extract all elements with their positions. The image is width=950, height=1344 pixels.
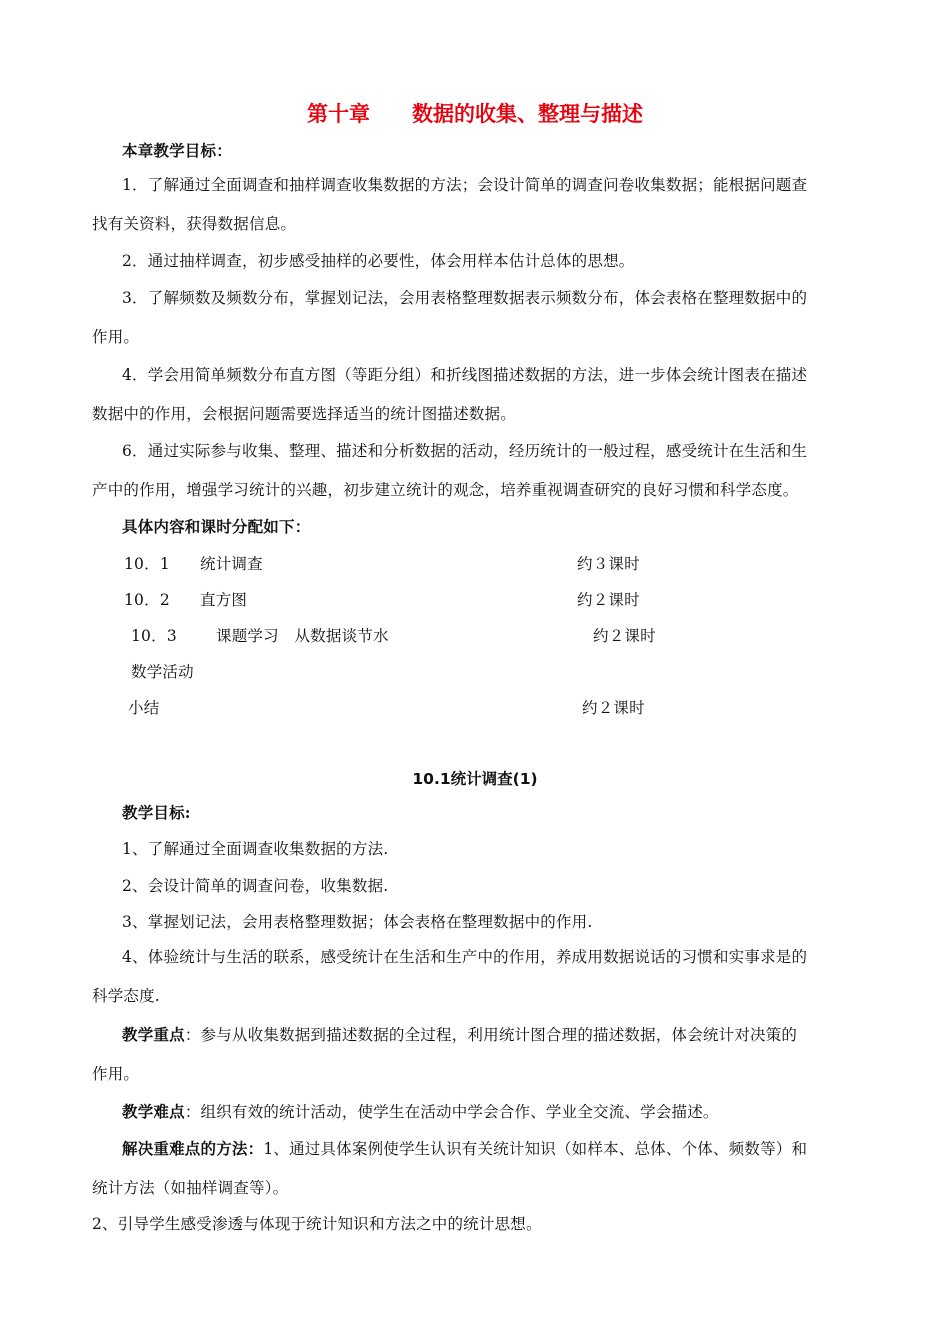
schedule-heading: 具体内容和课时分配如下： (122, 517, 311, 536)
method-item-2: 2、引导学生感受渗透与体现于统计知识和方法之中的统计思想。 (92, 1215, 542, 1233)
goal-4-line-2: 数据中的作用，会根据问题需要选择适当的统计图描述数据。 (92, 405, 516, 423)
schedule-row-name: 数学活动 (131, 663, 194, 681)
method-label: 解决重难点的方法： (122, 1139, 264, 1158)
goal-3-line-2: 作用。 (92, 328, 140, 346)
section-goal-4-line-2: 科学态度. (92, 987, 160, 1005)
key-point-text-line-2: 作用。 (92, 1065, 140, 1083)
method-text: 1、通过具体案例使学生认识有关统计知识（如样本、总体、个体、频数等）和 (263, 1140, 808, 1158)
section-goals-heading: 教学目标: (122, 803, 191, 822)
section-goal-2: 2、会设计简单的调查问卷，收集数据. (122, 877, 389, 895)
difficulty-text: ：组织有效的统计活动，使学生在活动中学会合作、学业全交流、学会描述。 (184, 1103, 719, 1121)
chapter-goals-heading: 本章教学目标： (122, 141, 232, 160)
goal-6-line-1: 6．通过实际参与收集、整理、描述和分析数据的活动，经历统计的一般过程，感受统计在生活和生 (122, 442, 808, 460)
goal-1-line-1: 1．了解通过全面调查和抽样调查收集数据的方法；会设计简单的调查问卷收集数据；能根据问题查 (122, 176, 808, 194)
method-text-line-2: 统计方法（如抽样调查等）。 (92, 1179, 289, 1197)
schedule-row-name: 课题学习 从数据谈节水 (216, 627, 389, 645)
key-point-paragraph (122, 1024, 797, 1046)
schedule-row-hours: 约２课时 (593, 627, 656, 645)
goal-1-line-2: 找有关资料，获得数据信息。 (92, 215, 297, 233)
schedule-row-name: 统计调查 (200, 555, 263, 573)
method-paragraph (122, 1138, 807, 1160)
schedule-row-hours: 约３课时 (577, 555, 640, 573)
difficulty-label: 教学难点 (122, 1102, 185, 1121)
goal-2-line-1: 2．通过抽样调查，初步感受抽样的必要性，体会用样本估计总体的思想。 (122, 252, 635, 270)
key-point-label: 教学重点 (122, 1025, 185, 1044)
goal-4-line-1: 4．学会用简单频数分布直方图（等距分组）和折线图描述数据的方法，进一步体会统计图表在描述 (122, 366, 808, 384)
goal-6-line-2: 产中的作用，增强学习统计的兴趣，初步建立统计的观念，培养重视调查研究的良好习惯和科学态度。 (92, 481, 799, 499)
schedule-row-name: 直方图 (200, 591, 248, 609)
goal-3-line-1: 3．了解频数及频数分布，掌握划记法，会用表格整理数据表示频数分布，体会表格在整理数据中的 (122, 289, 808, 307)
schedule-row-name: 小结 (128, 699, 160, 717)
schedule-row-number: 10．3 (131, 627, 177, 645)
section-goal-4-line-1: 4、体验统计与生活的联系，感受统计在生活和生产中的作用，养成用数据说话的习惯和实事求是的 (122, 948, 808, 966)
schedule-row-hours: 约２课时 (582, 699, 645, 717)
schedule-row-number: 10．1 (124, 555, 170, 573)
section-title: 10.1统计调查(1) (412, 770, 538, 788)
chapter-title: 第十章 数据的收集、整理与描述 (307, 102, 643, 126)
difficulty-paragraph (122, 1101, 719, 1123)
key-point-text: ：参与从收集数据到描述数据的全过程，利用统计图合理的描述数据，体会统计对决策的 (184, 1026, 798, 1044)
schedule-row-number: 10．2 (124, 591, 170, 609)
section-goal-1: 1、了解通过全面调查收集数据的方法. (122, 840, 389, 858)
section-goal-3: 3、掌握划记法，会用表格整理数据；体会表格在整理数据中的作用. (122, 913, 593, 931)
schedule-row-hours: 约２课时 (577, 591, 640, 609)
